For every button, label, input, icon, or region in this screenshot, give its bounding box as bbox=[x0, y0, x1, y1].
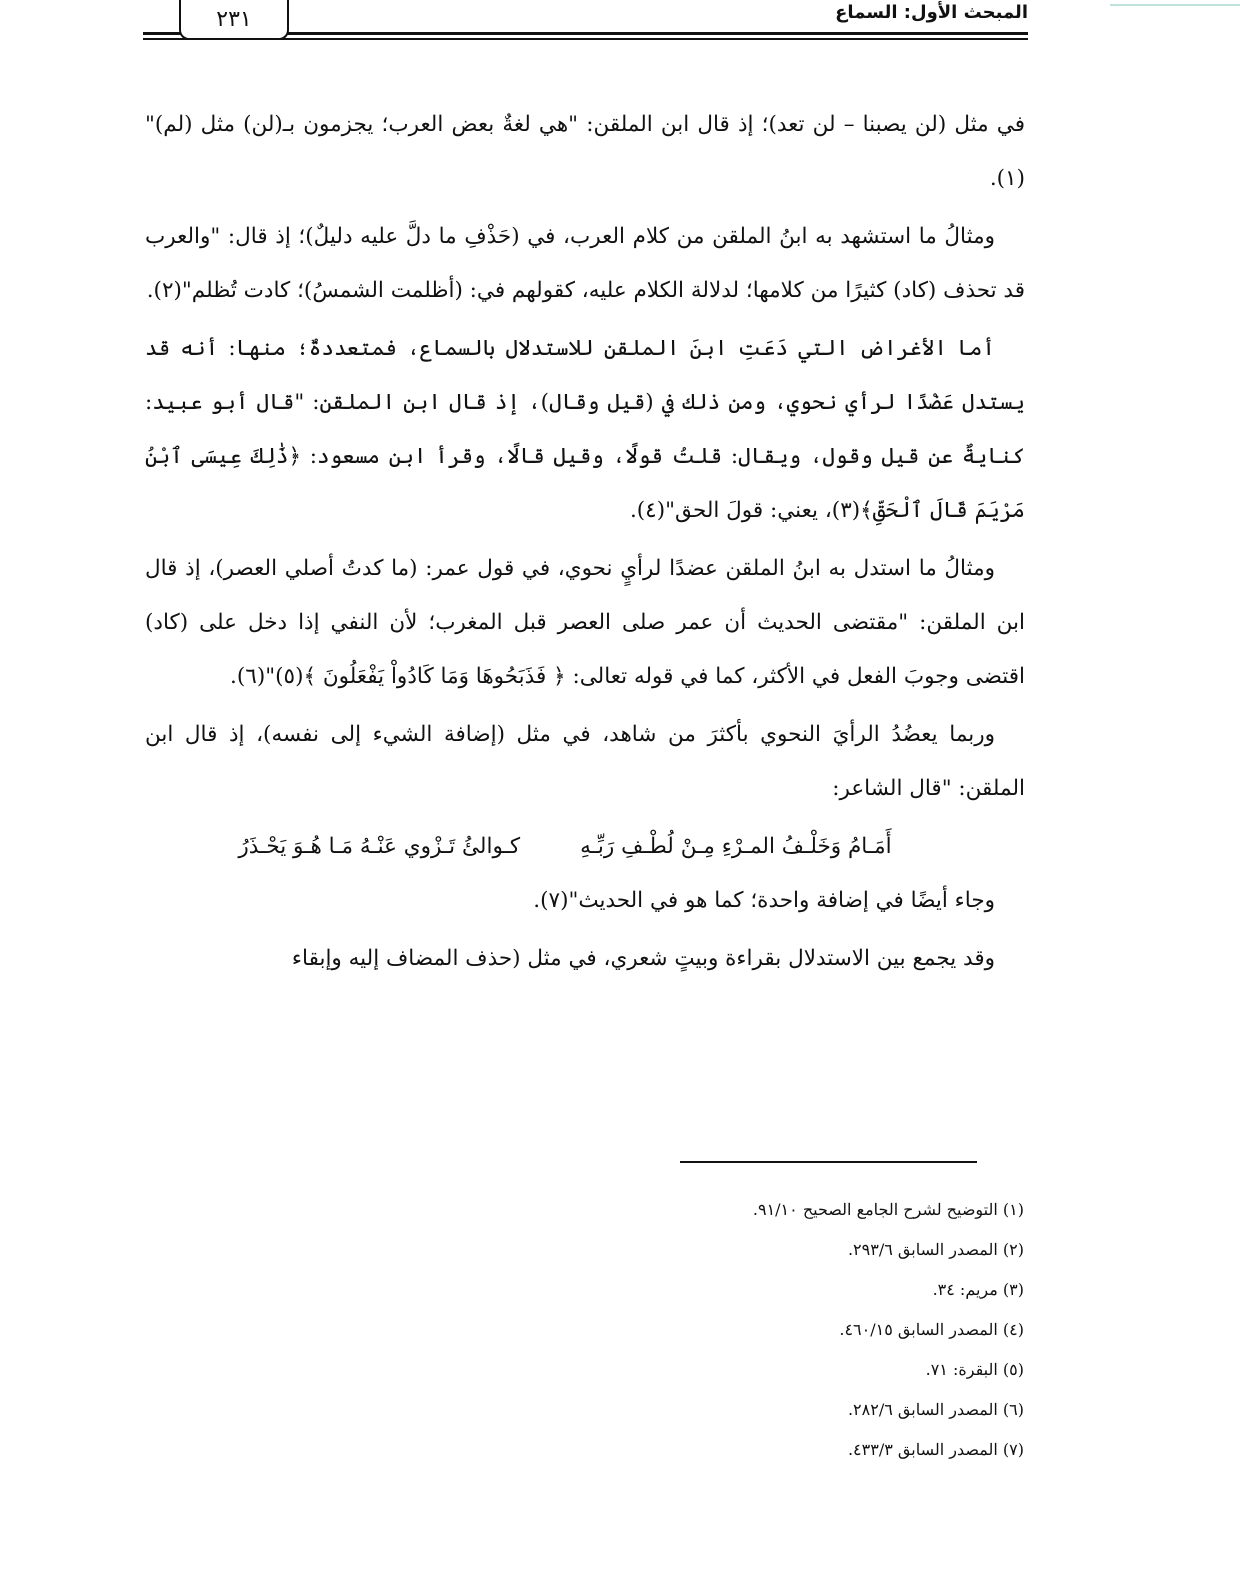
footnotes bbox=[504, 1190, 1024, 1470]
after-verse-line: وجاء أيضًا في إضافة واحدة؛ كما هو في الحديث"(٧). bbox=[533, 888, 995, 913]
footnote-2: (٢) المصدر السابق ٢٩٣/٦. bbox=[847, 1240, 1024, 1259]
paragraph-3: أما الأغراض التي دَعَتِ ابنَ الملقن للاستدلال بالسماع، فمتعددةٌ؛ منها: أنه قد يستدل عَضْدًا لرأي نحوي، ومن ذلك في (قيل وقال)، إذ قال ابن الملقن: "قال أبو عبيد: كنايةٌ عن قيل وقول، ويقال: قلتُ قولًا، وقيل قالًا، وقرأ ابن مسعود: ﴿ذَٰلِكَ عِيسَى ٱبْنُ مَرْيَمَ قَالَ ٱلْحَقِّ﴾(٣)، يعني: قولَ الحق"(٤). bbox=[145, 336, 1025, 523]
paragraph-2: ومثالُ ما استشهد به ابنُ الملقن من كلام العرب، في (حَذْفِ ما دلَّ عليه دليلٌ)؛ إذ قال: "والعرب قد تحذف (كاد) كثيرًا من كلامها؛ لدلالة الكلام عليه، كقولهم في: (أظلمت الشمسُ)؛ كادت تُظلم"(٢). bbox=[145, 224, 1025, 303]
paragraph-4: ومثالُ ما استدل به ابنُ الملقن عضدًا لرأيٍ نحوي، في قول عمر: (ما كدتُ أصلي العصر)، إذ قال ابن الملقن: "مقتضى الحديث أن عمر صلى العصر قبل المغرب؛ لأن النفي إذا دخل على (كاد) اقتضى وجوبَ الفعل في الأكثر، كما في قوله تعالى: ﴿ فَذَبَحُوهَا وَمَا كَادُواْ يَفْعَلُونَ ﴾(٥)"(٦). bbox=[145, 556, 1025, 689]
paragraph-6: وقد يجمع بين الاستدلال بقراءة وبيتٍ شعري، في مثل (حذف المضاف إليه وإبقاء bbox=[291, 946, 995, 971]
page-header bbox=[143, 0, 1028, 42]
footnote-4: (٤) المصدر السابق ٤٦٠/١٥. bbox=[839, 1320, 1024, 1339]
verse-second-hemistich: كـوالئُ تَـزْوي عَنْـهُ مَـا هُـوَ يَحْـذَرُ bbox=[238, 834, 521, 859]
paragraph-5: وربما يعضُدُ الرأيَ النحوي بأكثرَ من شاهد، في مثل (إضافة الشيء إلى نفسه)، إذ قال ابن الملقن: "قال الشاعر: bbox=[145, 722, 1025, 801]
page-number: ٢٣١ bbox=[216, 6, 252, 32]
paragraph-1: في مثل (لن يصبنا – لن تعد)؛ إذ قال ابن الملقن: "هي لغةٌ بعض العرب؛ يجزمون بـ(لن) مثل (لم)"(١). bbox=[145, 112, 1025, 191]
body-text bbox=[145, 98, 1025, 990]
running-title: المبحث الأول: السماع bbox=[835, 2, 1028, 23]
footnote-5: (٥) البقرة: ٧١. bbox=[925, 1360, 1024, 1379]
footnote-1: (١) التوضيح لشرح الجامع الصحيح ٩١/١٠. bbox=[752, 1200, 1024, 1219]
accent-line bbox=[1110, 4, 1240, 6]
footnote-3: (٣) مريم: ٣٤. bbox=[932, 1280, 1024, 1299]
verse-first-hemistich: أَمَـامُ وَخَلْـفُ المـرْءِ مِـنْ لُطْـفِ رَبِّـهِ bbox=[580, 834, 892, 859]
footnote-separator bbox=[680, 1161, 977, 1163]
footnote-6: (٦) المصدر السابق ٢٨٢/٦. bbox=[847, 1400, 1024, 1419]
poetry-verse bbox=[145, 820, 1025, 874]
page-number-box bbox=[179, 0, 289, 40]
footnote-7: (٧) المصدر السابق ٤٣٣/٣. bbox=[847, 1440, 1024, 1459]
